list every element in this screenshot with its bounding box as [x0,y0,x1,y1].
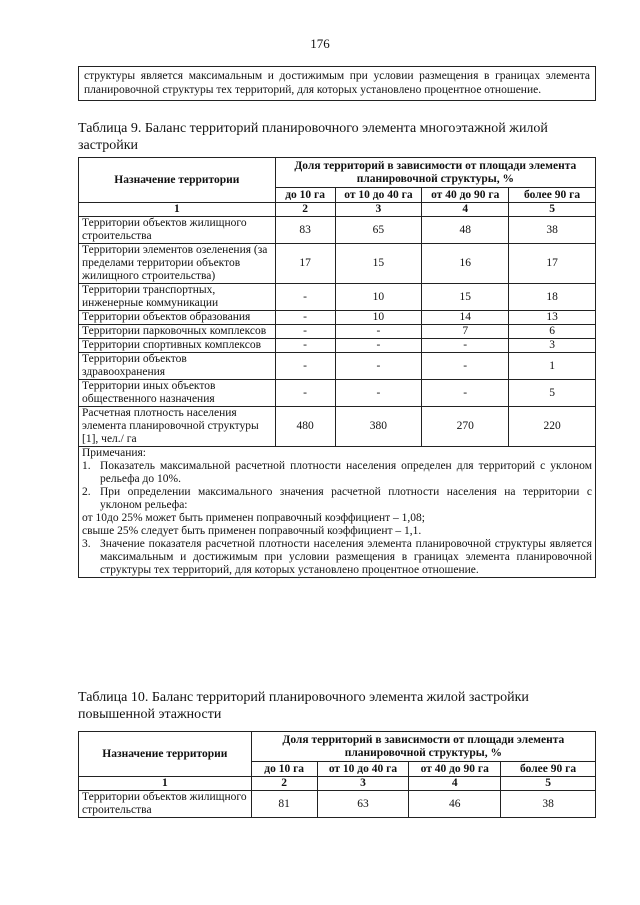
share-value: - [335,339,422,353]
territory-name: Территории транспортных, инженерные коммуникации [79,284,276,311]
header-group: Доля территорий в зависимости от площади элемента планировочной структуры, % [275,158,595,188]
territory-name: Территории элементов озеленения (за пределами территории объектов жилищного строительства) [79,244,276,284]
share-value: - [422,339,509,353]
territory-name: Территории объектов образования [79,311,276,325]
notes-cell [79,447,596,578]
share-value: 220 [509,407,596,447]
previous-table-fragment [78,66,596,101]
note-item [82,486,592,512]
table9 [78,157,596,578]
share-value: 15 [422,284,509,311]
fragment-text: структуры является максимальным и достижимым при условии размещения в границах элемента планировочной структуры тех территорий, для которых установлено процентное отношение. [84,70,590,96]
share-value: 81 [251,791,317,818]
share-value: 15 [335,244,422,284]
col-number: 5 [501,777,596,791]
territory-name: Территории объектов жилищного строительства [79,217,276,244]
note-item [82,460,592,486]
share-value: 83 [275,217,335,244]
table-row [79,311,596,325]
share-value: 3 [509,339,596,353]
share-value: 38 [501,791,596,818]
note-line: от 10до 25% может быть применен поправочный коэффициент – 1,08; [82,512,425,524]
col-header: более 90 га [509,188,596,203]
share-value: - [335,380,422,407]
share-value: 38 [509,217,596,244]
share-value: - [275,339,335,353]
header-name: Назначение территории [79,732,252,777]
table-row [79,217,596,244]
col-number: 3 [335,203,422,217]
territory-name: Территории спортивных комплексов [79,339,276,353]
share-value: 13 [509,311,596,325]
col-header: от 10 до 40 га [335,188,422,203]
table-row [79,353,596,380]
share-value: - [275,311,335,325]
share-value: - [275,284,335,311]
share-value: - [422,380,509,407]
territory-name: Территории парковочных комплексов [79,325,276,339]
share-value: 17 [509,244,596,284]
note-line: свыше 25% следует быть применен поправочный коэффициент – 1,1. [82,525,422,537]
share-value: 18 [509,284,596,311]
share-value: 16 [422,244,509,284]
note-text: При определении максимального значения расчетной плотности населения на территории с уклоном рельефа: [100,486,592,511]
col-header: до 10 га [251,762,317,777]
share-value: 10 [335,311,422,325]
col-number: 4 [422,203,509,217]
header-group: Доля территорий в зависимости от площади элемента планировочной структуры, % [251,732,595,762]
header-name: Назначение территории [79,158,276,203]
share-value: 46 [409,791,501,818]
table-row [79,339,596,353]
table-row [79,791,596,818]
col-header: от 10 до 40 га [317,762,409,777]
territory-name: Расчетная плотность населения элемента планировочной структуры [1], чел./ га [79,407,276,447]
col-number: 2 [275,203,335,217]
col-number: 4 [409,777,501,791]
share-value: 480 [275,407,335,447]
note-number: 3. [82,538,91,550]
table-row [79,407,596,447]
table-row [79,380,596,407]
table10 [78,731,596,818]
note-item [82,538,592,577]
share-value: - [335,325,422,339]
share-value: 1 [509,353,596,380]
page-number: 176 [310,36,330,51]
share-value: - [275,325,335,339]
col-header: от 40 до 90 га [422,188,509,203]
territory-name: Территории иных объектов общественного назначения [79,380,276,407]
share-value: - [275,353,335,380]
share-value: 63 [317,791,409,818]
share-value: 65 [335,217,422,244]
table-row [79,325,596,339]
table10-caption: Таблица 10. Баланс территорий планировочного элемента жилой застройки повышенной этажности [78,690,529,722]
col-number: 2 [251,777,317,791]
share-value: 14 [422,311,509,325]
share-value: 5 [509,380,596,407]
territory-name: Территории объектов здравоохранения [79,353,276,380]
share-value: 48 [422,217,509,244]
col-number: 3 [317,777,409,791]
table-row [79,244,596,284]
note-text: Показатель максимальной расчетной плотности населения определен для территорий с уклоном рельефа до 10%. [100,460,592,485]
note-number: 2. [82,486,91,498]
note-number: 1. [82,460,91,472]
notes-title: Примечания: [82,447,146,459]
col-header: более 90 га [501,762,596,777]
col-header: от 40 до 90 га [409,762,501,777]
share-value: 10 [335,284,422,311]
col-header: до 10 га [275,188,335,203]
territory-name: Территории объектов жилищного строительства [79,791,252,818]
share-value: 6 [509,325,596,339]
col-number: 1 [79,777,252,791]
share-value: 270 [422,407,509,447]
col-number: 5 [509,203,596,217]
share-value: 7 [422,325,509,339]
table9-caption: Таблица 9. Баланс территорий планировочного элемента многоэтажной жилой застройки [78,121,548,153]
col-number: 1 [79,203,276,217]
share-value: - [422,353,509,380]
share-value: - [335,353,422,380]
table-row [79,284,596,311]
share-value: 17 [275,244,335,284]
share-value: 380 [335,407,422,447]
note-text: Значение показателя расчетной плотности населения элемента планировочной структуры является максимальным и достижимым при условии размещения в границах элемента планировочной структуры тех территорий, для которых установлено процентное отношение. [100,538,592,576]
share-value: - [275,380,335,407]
